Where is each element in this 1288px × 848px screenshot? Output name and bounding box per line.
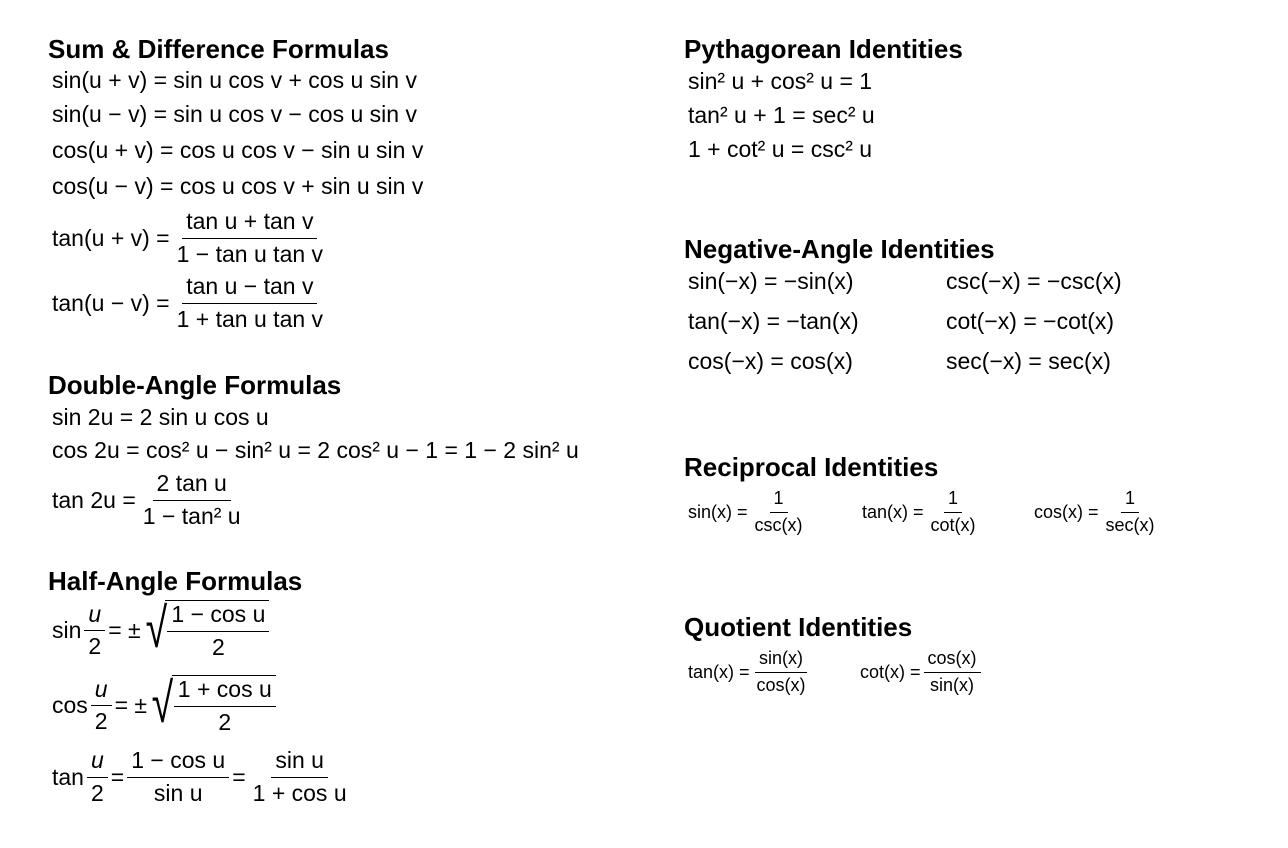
reciprocal-sin-num: 1	[770, 488, 788, 513]
tan-half-u: u	[87, 747, 108, 778]
tan-diff-fraction	[173, 273, 327, 333]
pythagorean-identity-3: 1 + cot² u = csc² u	[688, 136, 873, 162]
sin-sum-formula: sin(u + v) = sin u cos v + cos u sin v	[52, 67, 417, 93]
sin-half-fn: sin	[52, 617, 82, 644]
cos-half-plus-minus: = ±	[114, 692, 148, 719]
cos-half-radicand-num: 1 + cos u	[174, 676, 276, 707]
reciprocal-heading: Reciprocal Identities	[684, 452, 939, 482]
tan-half-angle	[87, 747, 108, 807]
reciprocal-cos	[1034, 488, 1162, 536]
tan-half-eq1: =	[110, 763, 125, 790]
double-angle-heading: Double-Angle Formulas	[48, 370, 342, 400]
sin-half-radicand	[167, 601, 269, 661]
tan-half-den-2: 1 + cos u	[252, 779, 347, 806]
tan-double-numerator: 2 tan u	[153, 470, 231, 501]
tan-sum-formula	[52, 208, 330, 268]
tan-diff-lhs: tan(u − v) =	[52, 289, 170, 316]
quotient-tan	[688, 648, 813, 696]
sin-half-radicand-den: 2	[211, 633, 225, 660]
pythagorean-identity-2: tan² u + 1 = sec² u	[688, 102, 875, 128]
sin-half-u: u	[84, 601, 105, 632]
quotient-tan-lhs: tan(x) =	[688, 661, 750, 682]
cos-half-sqrt	[147, 671, 276, 736]
radical-icon: √	[151, 671, 174, 734]
radical-icon: √	[145, 596, 167, 659]
pythagorean-heading: Pythagorean Identities	[684, 34, 963, 64]
tan-sum-fraction	[173, 208, 327, 268]
neg-tan-identity: tan(−x) = −tan(x)	[688, 308, 859, 334]
half-angle-heading: Half-Angle Formulas	[48, 566, 303, 596]
quotient-cot-den: sin(x)	[930, 674, 975, 695]
negative-angle-heading: Negative-Angle Identities	[684, 234, 995, 264]
tan-sum-numerator: tan u + tan v	[182, 208, 317, 239]
tan-diff-formula	[52, 273, 330, 333]
quotient-tan-num: sin(x)	[755, 648, 807, 673]
tan-half-eq2: =	[232, 763, 246, 790]
tan-half-den-1: sin u	[153, 779, 203, 806]
quotient-cot	[860, 648, 984, 696]
pythagorean-identity-1: sin² u + cos² u = 1	[688, 68, 873, 94]
cos-half-u: u	[91, 676, 112, 707]
reciprocal-sin	[688, 488, 810, 536]
neg-cot-identity: cot(−x) = −cot(x)	[946, 308, 1115, 334]
reciprocal-cos-den: sec(x)	[1105, 514, 1155, 535]
cos-half-fn: cos	[52, 692, 88, 719]
cos-half-formula	[52, 671, 276, 736]
tan-sum-lhs: tan(u + v) =	[52, 224, 170, 251]
cos-half-radicand	[174, 676, 276, 736]
tan-half-num-1: 1 − cos u	[127, 747, 229, 778]
sin-half-sqrt	[141, 596, 270, 661]
cos-diff-formula: cos(u − v) = cos u cos v + sin u sin v	[52, 173, 424, 199]
reciprocal-cos-lhs: cos(x) =	[1034, 501, 1099, 522]
tan-half-two: 2	[90, 779, 104, 806]
tan-double-denominator: 1 − tan² u	[142, 502, 241, 529]
tan-half-fraction-1	[127, 747, 229, 807]
neg-sec-identity: sec(−x) = sec(x)	[946, 348, 1111, 374]
tan-half-fraction-2	[249, 747, 351, 807]
tan-half-formula	[52, 747, 354, 807]
reciprocal-sin-lhs: sin(x) =	[688, 501, 748, 522]
cos-half-radicand-den: 2	[218, 708, 232, 735]
neg-csc-identity: csc(−x) = −csc(x)	[946, 268, 1122, 294]
reciprocal-tan-lhs: tan(x) =	[862, 501, 924, 522]
sin-half-plus-minus: = ±	[108, 617, 141, 644]
tan-double-fraction	[139, 470, 245, 530]
neg-sin-identity: sin(−x) = −sin(x)	[688, 268, 854, 294]
quotient-cot-lhs: cot(x) =	[860, 661, 921, 682]
tan-diff-denominator: 1 + tan u tan v	[176, 305, 324, 332]
reciprocal-cos-num: 1	[1121, 488, 1139, 513]
sin-half-angle	[84, 601, 105, 661]
quotient-heading: Quotient Identities	[684, 612, 913, 642]
sin-half-two: 2	[88, 633, 102, 660]
reciprocal-tan-num: 1	[944, 488, 962, 513]
cos-sum-formula: cos(u + v) = cos u cos v − sin u sin v	[52, 137, 424, 163]
reciprocal-tan	[862, 488, 983, 536]
tan-half-num-2: sin u	[271, 747, 328, 778]
cos-double-formula: cos 2u = cos² u − sin² u = 2 cos² u − 1 = 1 − 2 sin² u	[52, 437, 579, 463]
tan-half-fn: tan	[52, 763, 84, 790]
quotient-tan-den: cos(x)	[756, 674, 806, 695]
tan-double-formula	[52, 470, 248, 530]
reciprocal-sin-den: csc(x)	[754, 514, 803, 535]
sum-difference-heading: Sum & Difference Formulas	[48, 34, 389, 64]
quotient-cot-num: cos(x)	[924, 648, 981, 673]
sin-double-formula: sin 2u = 2 sin u cos u	[52, 404, 269, 430]
sin-diff-formula: sin(u − v) = sin u cos v − cos u sin v	[52, 101, 417, 127]
neg-cos-identity: cos(−x) = cos(x)	[688, 348, 853, 374]
sin-half-formula	[52, 596, 269, 661]
tan-sum-denominator: 1 − tan u tan v	[176, 240, 324, 267]
reciprocal-tan-den: cot(x)	[930, 514, 976, 535]
tan-diff-numerator: tan u − tan v	[182, 273, 317, 304]
sin-half-radicand-num: 1 − cos u	[167, 601, 269, 632]
cos-half-angle	[91, 676, 112, 736]
cos-half-two: 2	[94, 708, 108, 735]
tan-double-lhs: tan 2u =	[52, 486, 136, 513]
